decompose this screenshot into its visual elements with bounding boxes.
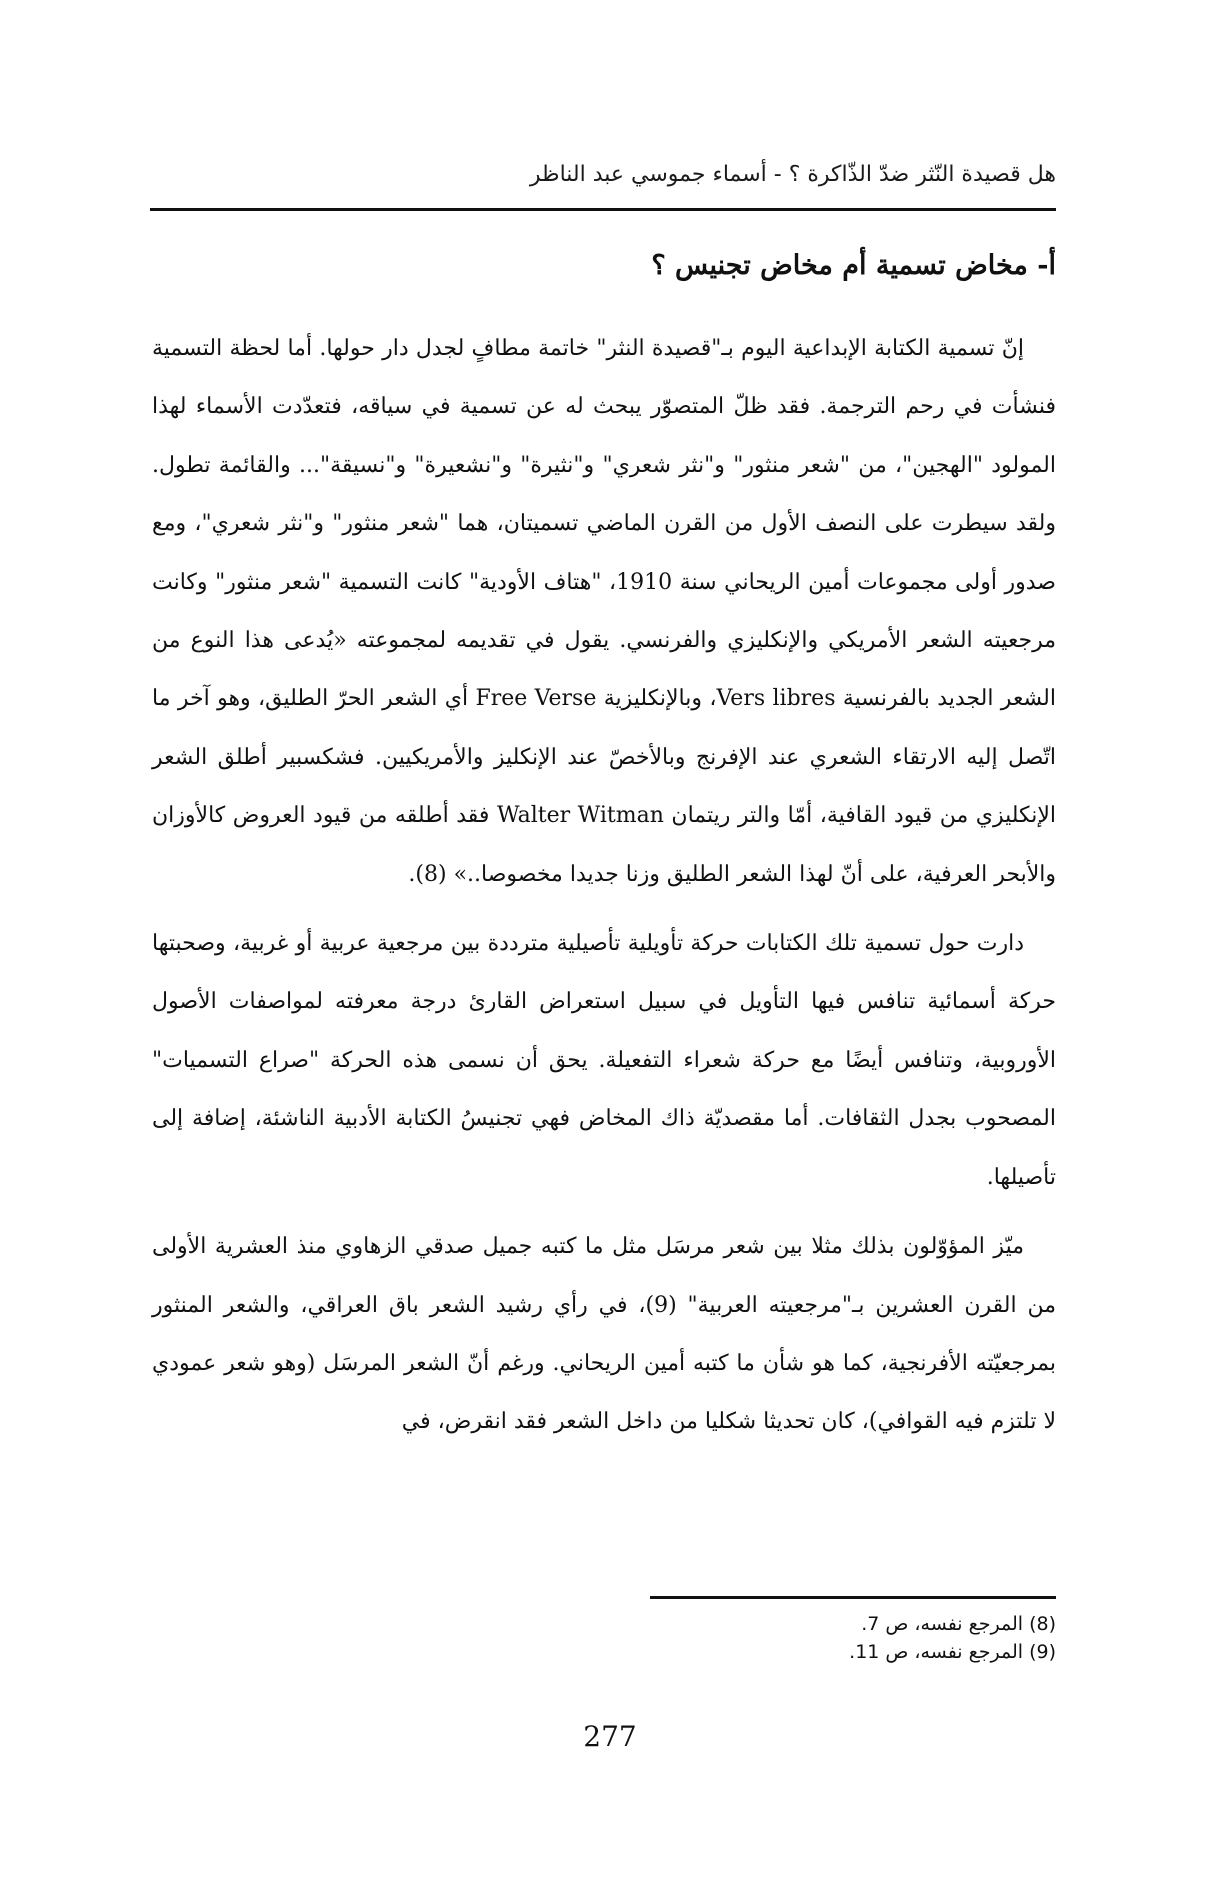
footnote-8: (8) المرجع نفسه، ص 7. (861, 1613, 1056, 1635)
footnotes (650, 1610, 1056, 1666)
body-text (152, 320, 1056, 1452)
paragraph: ميّز المؤوّلون بذلك مثلا بين شعر مرسَل مثل ما كتبه جميل صدقي الزهاوي منذ العشرية الأولى من القرن العشرين بـ"مرجعيته العربية" (9)، في رأي رشيد الشعر باق العراقي، والشعر المنثور بمرجعيّته الأفرنجية، كما هو شأن ما كتبه أمين الريحاني. ورغم أنّ الشعر المرسَل (وهو شعر عمودي لا تلتزم فيه القوافي)، كان تحديثا شكليا من داخل الشعر فقد انقرض، في (152, 1234, 1056, 1435)
section-heading: أ- مخاض تسمية أم مخاض تجنيس ؟ (651, 250, 1056, 281)
paragraph: إنّ تسمية الكتابة الإبداعية اليوم بـ"قصيدة النثر" خاتمة مطافٍ لجدل دار حولها. أما لحظة التسمية فنشأت في رحم الترجمة. فقد ظلّ المتصوّر يبحث له عن تسمية في سياقه، فتعدّدت الأسماء لهذا المولود "الهجين"، من "شعر منثور" و"نثر شعري" و"نثيرة" و"نشعيرة" و"نسيقة"... والقائمة تطول. ولقد سيطرت على النصف الأول من القرن الماضي تسميتان، هما "شعر منثور" و"نثر شعري"، ومع صدور أولى مجموعات أمين الريحاني سنة 1910، "هتاف الأودية" كانت التسمية "شعر منثور" وكانت مرجعيته الشعر الأمريكي والإنكليزي والفرنسي. يقول في تقديمه لمجموعته «يُدعى هذا النوع من الشعر الجديد بالفرنسية Vers libres، وبالإنكليزية Free Verse أي الشعر الحرّ الطليق، وهو آخر ما اتّصل إليه الارتقاء الشعري عند الإفرنج وبالأخصّ عند الإنكليز والأمريكيين. فشكسبير أطلق الشعر الإنكليزي من قيود القافية، أمّا والتر ريتمان Walter Witman فقد أطلقه من قيود العروض كالأوزان والأبحر العرفية، على أنّ لهذا الشعر الطليق وزنا جديدا مخصوصا..» (8). (152, 336, 1057, 887)
running-header: هل قصيدة النّثر ضدّ الذّاكرة ؟ - أسماء جموسي عبد الناظر (529, 162, 1056, 187)
footnote-divider (650, 1596, 1056, 1599)
paragraph: دارت حول تسمية تلك الكتابات حركة تأويلية تأصيلية مترددة بين مرجعية عربية أو غربية، وصحبتها حركة أسمائية تنافس فيها التأويل في سبيل استعراض القارئ درجة معرفته لمواصفات الأصول الأوروبية، وتنافس أيضًا مع حركة شعراء التفعيلة. يحق أن نسمى هذه الحركة "صراع التسميات" المصحوب بجدل الثقافات. أما مقصديّة ذاك المخاض فهي تجنيسُ الكتابة الأدبية الناشئة، إضافة إلى تأصيلها. (152, 931, 1056, 1190)
footnote-9: (9) المرجع نفسه، ص 11. (849, 1641, 1056, 1663)
page-number: 277 (583, 1720, 637, 1753)
header-divider (150, 208, 1056, 211)
